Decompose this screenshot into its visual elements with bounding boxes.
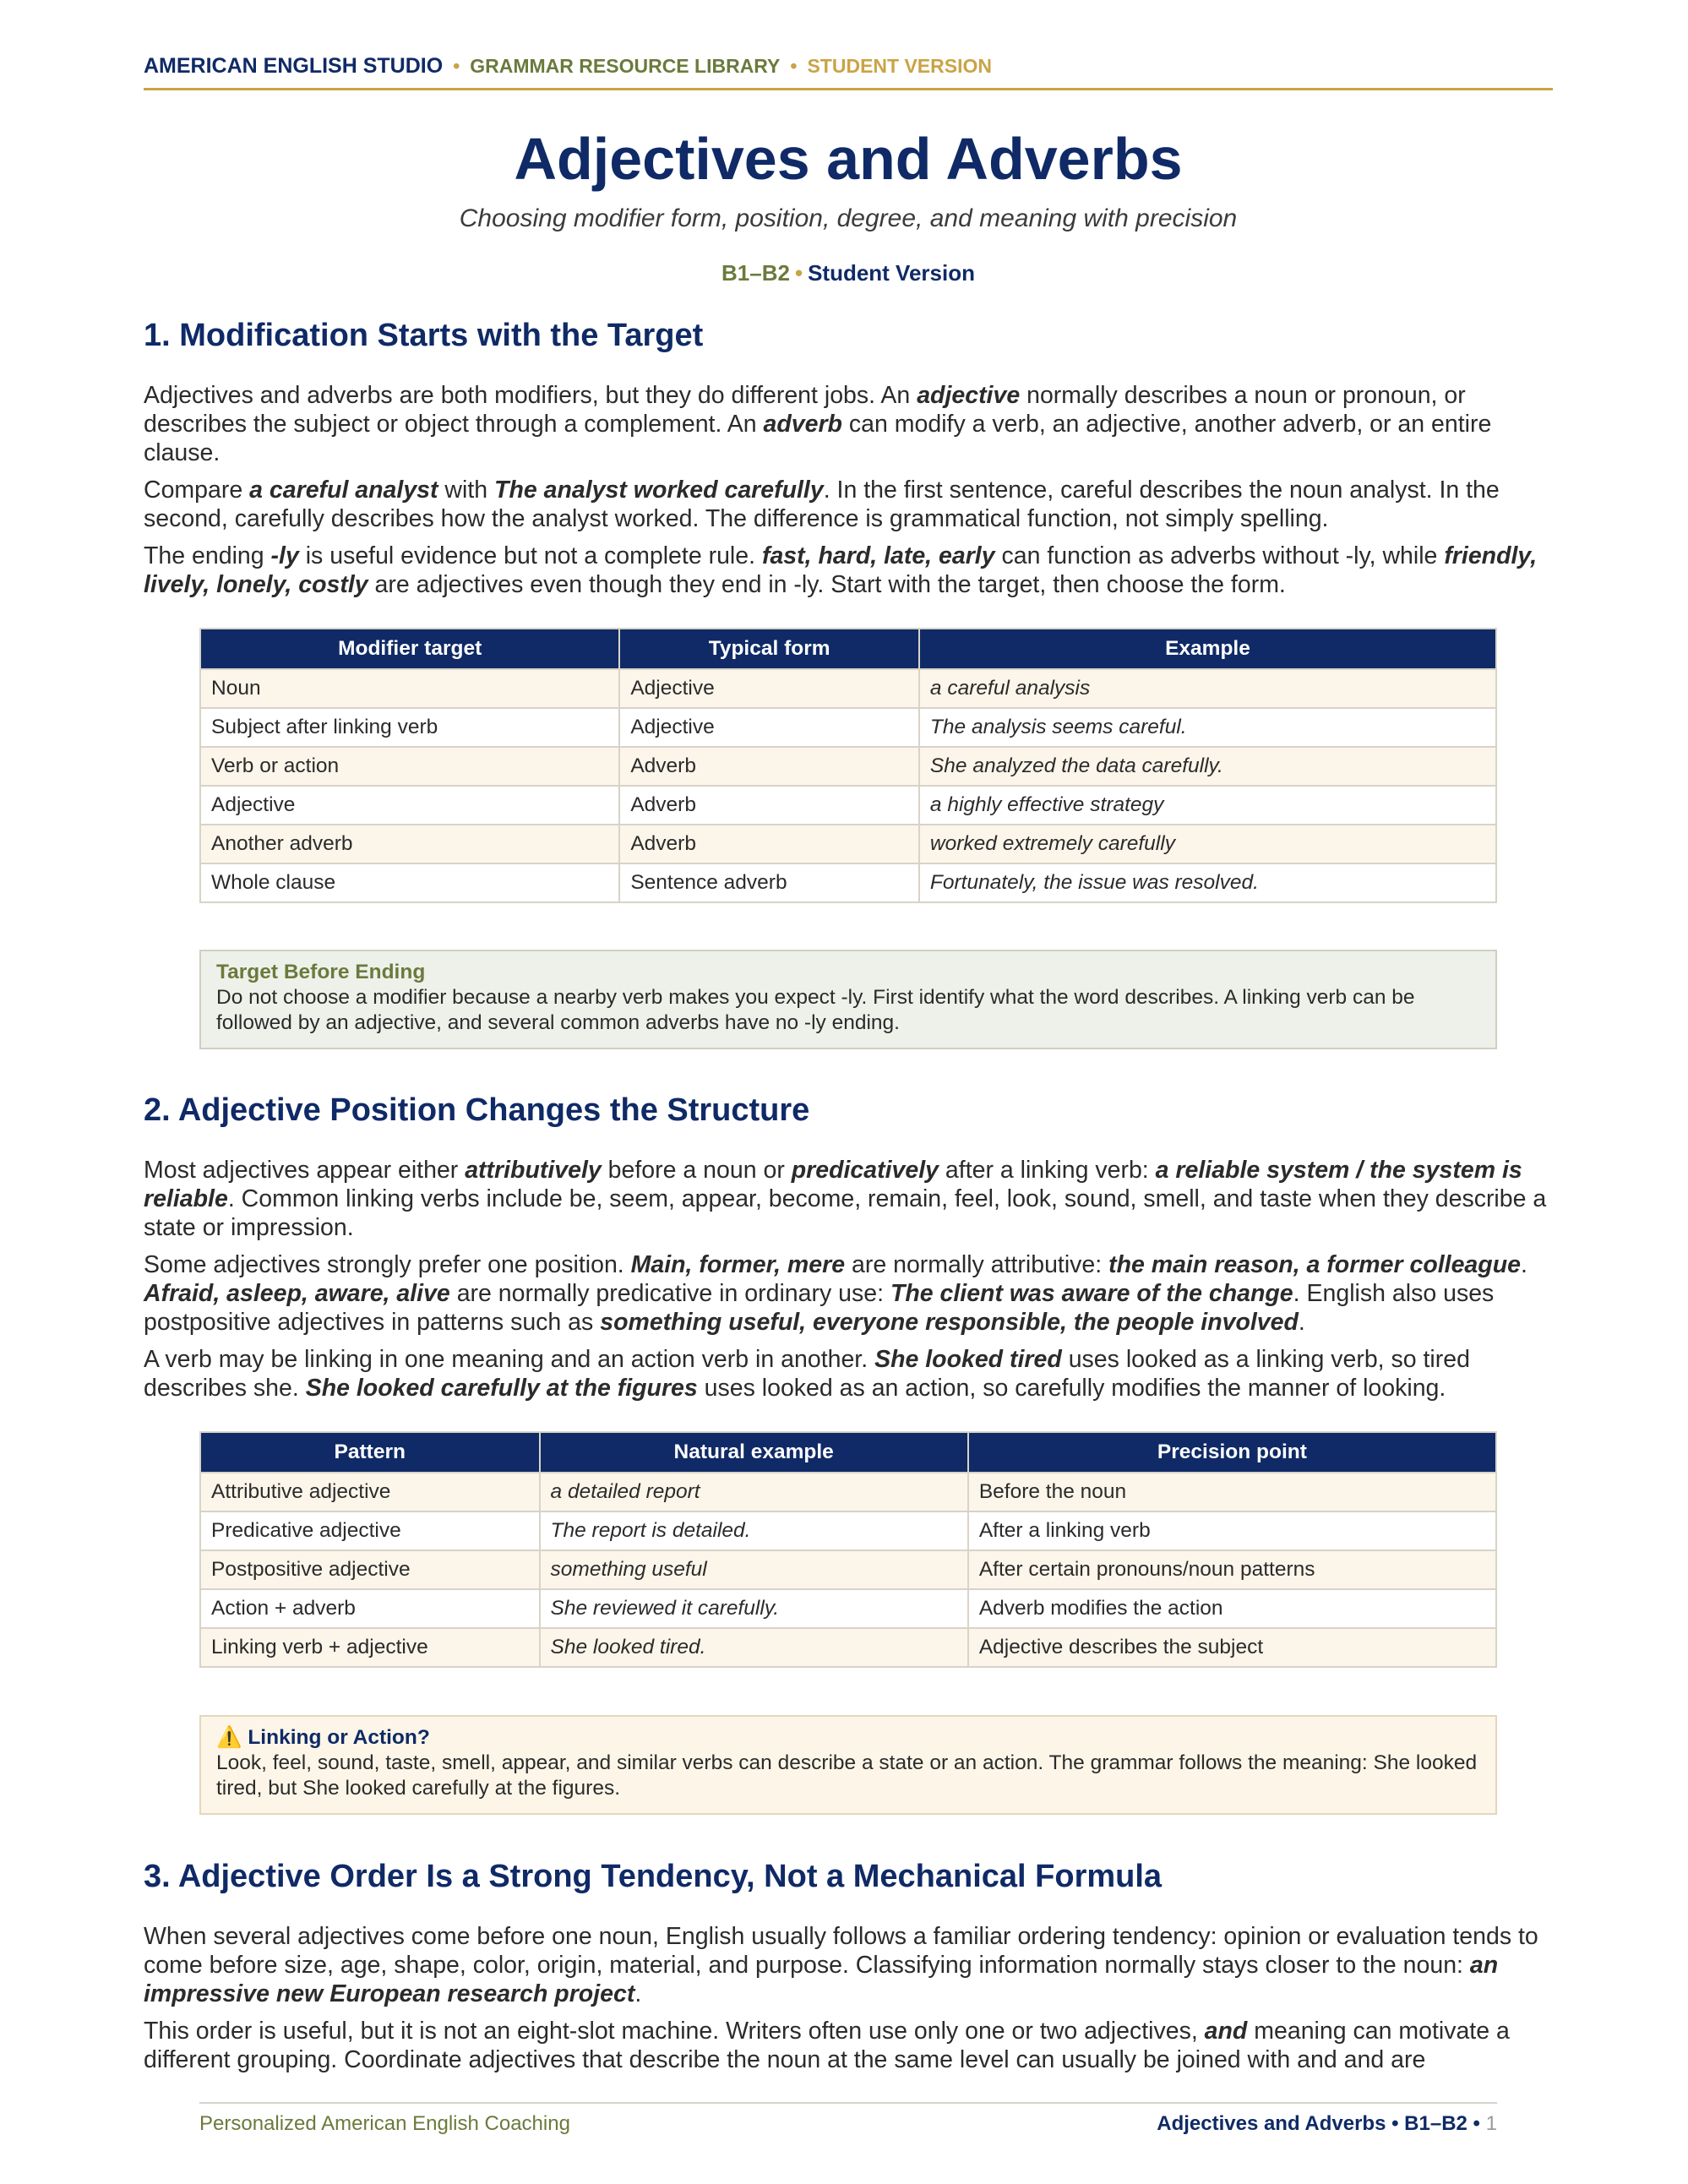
column-header: Modifier target bbox=[200, 629, 619, 669]
column-header: Natural example bbox=[540, 1432, 968, 1473]
callout-title: Target Before Ending bbox=[216, 961, 426, 983]
warning-callout-linking-or-action bbox=[199, 1715, 1497, 1815]
table-cell: She analyzed the data carefully. bbox=[919, 747, 1496, 786]
table-cell: worked extremely carefully bbox=[919, 825, 1496, 863]
table-cell: Noun bbox=[200, 669, 619, 708]
page-subtitle: Choosing modifier form, position, degree, and meaning with precision bbox=[459, 204, 1238, 232]
section-1-heading: 1. Modification Starts with the Target bbox=[144, 318, 704, 353]
table-cell: Before the noun bbox=[968, 1473, 1496, 1511]
section-1-paragraph-2: Compare a careful analyst with The analyst worked carefully. In the first sentence, careful describes the noun analyst. In the second, carefully describes how the analyst worked. The difference is grammatical function, not simply spelling. bbox=[144, 477, 1500, 532]
table-cell: She looked tired. bbox=[540, 1628, 968, 1667]
header-separator: • bbox=[790, 55, 798, 77]
page-footer bbox=[199, 2102, 1497, 2141]
table-cell: Adjective bbox=[200, 786, 619, 825]
column-header: Example bbox=[919, 629, 1496, 669]
header-separator: • bbox=[453, 55, 460, 77]
section-2-paragraph-2: Some adjectives strongly prefer one position. Main, former, mere are normally attributive: the main reason, a former colleague. Afraid, asleep, aware, alive are normally predicative in ordinary use: The client was aware of the change. English also uses postpositive adjectives in patterns such as something useful, everyone responsible, the people involved. bbox=[144, 1251, 1527, 1336]
callout-title: Linking or Action? bbox=[248, 1726, 430, 1749]
tip-callout-target-before-ending bbox=[199, 950, 1497, 1049]
table-cell: Adjective bbox=[619, 669, 919, 708]
footer-title: Adjectives and Adverbs • B1–B2 • bbox=[1157, 2112, 1480, 2135]
table-header-row bbox=[200, 1432, 1496, 1473]
table-cell: She reviewed it carefully. bbox=[540, 1589, 968, 1628]
table-header-row bbox=[200, 629, 1496, 669]
table-cell: Attributive adjective bbox=[200, 1473, 540, 1511]
table-row bbox=[200, 708, 1496, 747]
table-cell: After certain pronouns/noun patterns bbox=[968, 1550, 1496, 1589]
column-header: Precision point bbox=[968, 1432, 1496, 1473]
modifier-target-table bbox=[199, 628, 1497, 903]
version-label: STUDENT VERSION bbox=[807, 55, 992, 77]
table-cell: a careful analysis bbox=[919, 669, 1496, 708]
table-row bbox=[200, 747, 1496, 786]
table-cell: Fortunately, the issue was resolved. bbox=[919, 863, 1496, 902]
page-number: 1 bbox=[1485, 2112, 1497, 2135]
callout-body: Do not choose a modifier because a nearby verb makes you expect -ly. First identify what the word describes. A linking verb can be followed by an adjective, and several common adverbs have no -ly ending. bbox=[216, 986, 1415, 1034]
callout-title-line bbox=[216, 1725, 1480, 1751]
level-version: Student Version bbox=[808, 260, 975, 286]
table-row bbox=[200, 1550, 1496, 1589]
brand-name: AMERICAN ENGLISH STUDIO bbox=[144, 54, 444, 78]
section-1-paragraph-1: Adjectives and adverbs are both modifiers, but they do different jobs. An adjective normally describes a noun or pronoun, or describes the subject or object through a complement. An adverb can modify a verb, an adjective, another adverb, or an entire clause. bbox=[144, 382, 1492, 466]
table-cell: Verb or action bbox=[200, 747, 619, 786]
table-row bbox=[200, 1589, 1496, 1628]
table-cell: The analysis seems careful. bbox=[919, 708, 1496, 747]
table-cell: Another adverb bbox=[200, 825, 619, 863]
table-cell: something useful bbox=[540, 1550, 968, 1589]
section-2-heading: 2. Adjective Position Changes the Structure bbox=[144, 1092, 810, 1128]
level-line bbox=[144, 260, 1553, 286]
table-cell: Sentence adverb bbox=[619, 863, 919, 902]
table-cell: Adverb bbox=[619, 747, 919, 786]
table-row bbox=[200, 1628, 1496, 1667]
page-title: Adjectives and Adverbs bbox=[514, 126, 1183, 192]
level-separator: • bbox=[794, 260, 803, 286]
table-cell: Adverb modifies the action bbox=[968, 1589, 1496, 1628]
table-cell: a highly effective strategy bbox=[919, 786, 1496, 825]
footer-right bbox=[1157, 2112, 1497, 2136]
table-cell: The report is detailed. bbox=[540, 1511, 968, 1550]
table-cell: Adverb bbox=[619, 825, 919, 863]
table-cell: a detailed report bbox=[540, 1473, 968, 1511]
level-range: B1–B2 bbox=[721, 260, 790, 286]
table-row bbox=[200, 1511, 1496, 1550]
table-row bbox=[200, 1473, 1496, 1511]
section-3-paragraph-1: When several adjectives come before one noun, English usually follows a familiar ordering tendency: opinion or evaluation tends to come before size, age, shape, color, origin, material, and purpose. Classifying information normally stays closer to the noun: an impressive new European research project. bbox=[144, 1923, 1538, 2007]
table-row bbox=[200, 669, 1496, 708]
callout-body: Look, feel, sound, taste, smell, appear, and similar verbs can describe a state or an action. The grammar follows the meaning: She looked tired, but She looked carefully at the figures. bbox=[216, 1751, 1478, 1800]
table-row bbox=[200, 863, 1496, 902]
adjective-position-table bbox=[199, 1431, 1497, 1668]
section-2-paragraph-1: Most adjectives appear either attributively before a noun or predicatively after a linking verb: a reliable system / the system is reliable. Common linking verbs include be, seem, appear, become, remain, feel, look, sound, smell, and taste when they describe a state or impression. bbox=[144, 1157, 1547, 1241]
table-cell: Postpositive adjective bbox=[200, 1550, 540, 1589]
table-cell: Adjective describes the subject bbox=[968, 1628, 1496, 1667]
table-cell: Adverb bbox=[619, 786, 919, 825]
column-header: Typical form bbox=[619, 629, 919, 669]
section-2-paragraph-3: A verb may be linking in one meaning and an action verb in another. She looked tired uses looked as a linking verb, so tired describes she. She looked carefully at the figures uses looked as an action, so carefully modifies the manner of looking. bbox=[144, 1346, 1470, 1402]
section-3-paragraph-2: This order is useful, but it is not an eight-slot machine. Writers often use only one or two adjectives, and meaning can motivate a different grouping. Coordinate adjectives that describe the noun at the same level can usually be joined with and and are bbox=[144, 2018, 1510, 2073]
section-3-heading: 3. Adjective Order Is a Strong Tendency, Not a Mechanical Formula bbox=[144, 1859, 1163, 1894]
footer-left: Personalized American English Coaching bbox=[199, 2112, 570, 2135]
table-row bbox=[200, 825, 1496, 863]
table-cell: Linking verb + adjective bbox=[200, 1628, 540, 1667]
running-header bbox=[144, 54, 1553, 90]
table-cell: Whole clause bbox=[200, 863, 619, 902]
warning-icon: ⚠️ bbox=[216, 1726, 242, 1749]
table-cell: Subject after linking verb bbox=[200, 708, 619, 747]
table-cell: Adjective bbox=[619, 708, 919, 747]
table-cell: Predicative adjective bbox=[200, 1511, 540, 1550]
section-1-paragraph-3: The ending -ly is useful evidence but not a complete rule. fast, hard, late, early can function as adverbs without -ly, while friendly, lively, lonely, costly are adjectives even though they end in -ly. Start with the target, then choose the form. bbox=[144, 542, 1538, 598]
table-cell: After a linking verb bbox=[968, 1511, 1496, 1550]
table-cell: Action + adverb bbox=[200, 1589, 540, 1628]
library-name: GRAMMAR RESOURCE LIBRARY bbox=[470, 55, 781, 77]
table-row bbox=[200, 786, 1496, 825]
column-header: Pattern bbox=[200, 1432, 540, 1473]
